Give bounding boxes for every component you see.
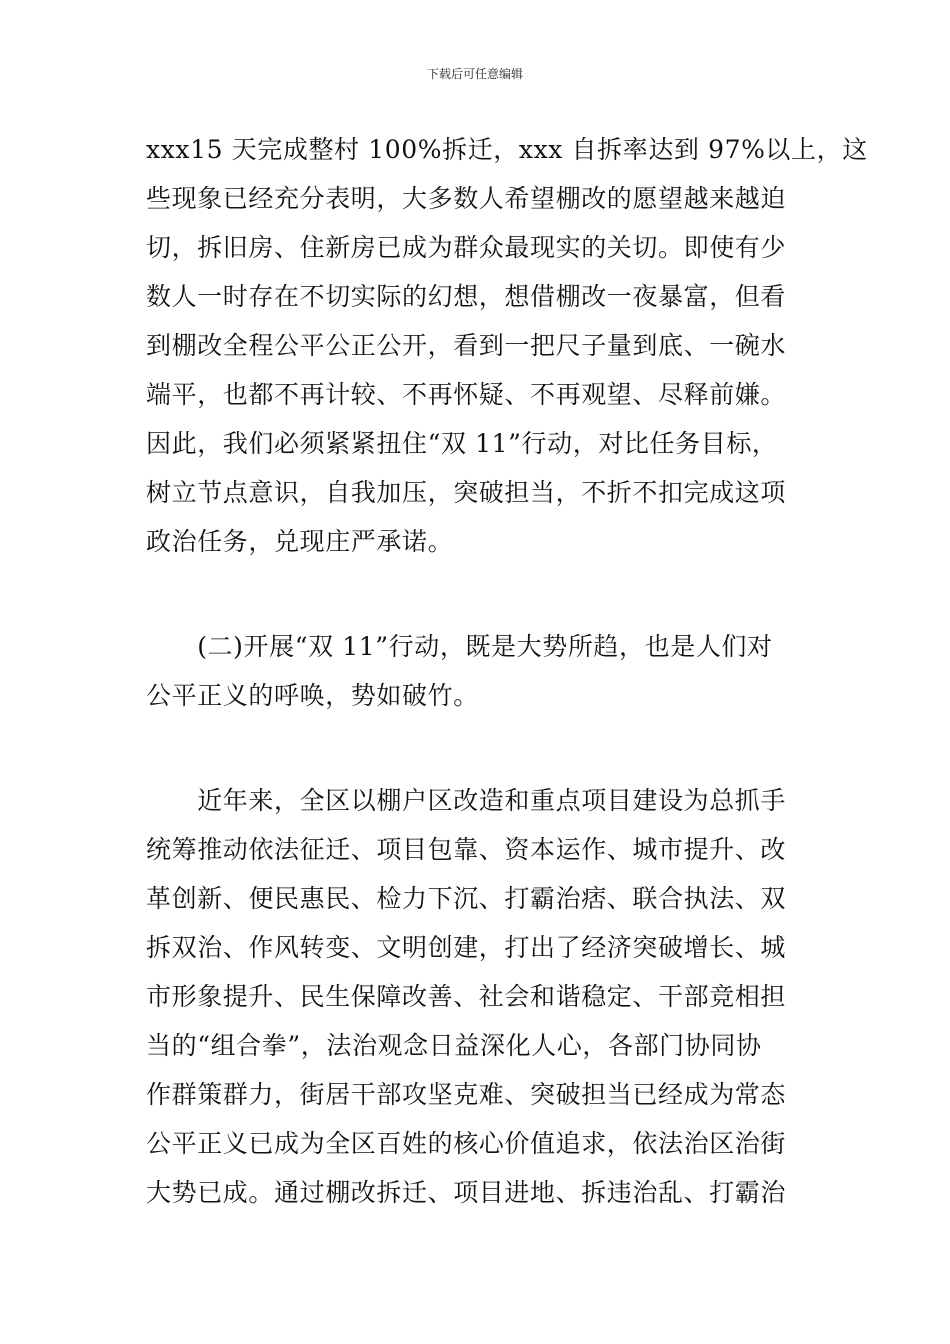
- text-line: 树立节点意识，自我加压，突破担当，不折不扣完成这项: [146, 478, 787, 507]
- text-line: 拆双治、作风转变、文明创建，打出了经济突破增长、城: [146, 933, 787, 962]
- text-line: 切，拆旧房、住新房已成为群众最现实的关切。即使有少: [146, 233, 787, 262]
- text-line: 市形象提升、民生保障改善、社会和谐稳定、干部竞相担: [146, 982, 787, 1011]
- text-line: 作群策群力，街居干部攻坚克难、突破担当已经成为常态: [146, 1080, 787, 1109]
- text-line: 公平正义的呼唤，势如破竹。: [146, 681, 479, 710]
- text-line: (二)开展“双 11”行动，既是大势所趋，也是人们对: [146, 632, 773, 661]
- text-line: 数人一时存在不切实际的幻想，想借棚改一夜暴富，但看: [146, 282, 787, 311]
- text-line: 公平正义已成为全区百姓的核心价值追求，依法治区治街: [146, 1129, 787, 1158]
- page-header: 下载后可任意编辑: [426, 67, 523, 81]
- text-line: 到棚改全程公平公正公开，看到一把尺子量到底、一碗水: [146, 331, 787, 360]
- text-line: 政治任务，兑现庄严承诺。: [146, 527, 454, 556]
- text-line: 端平，也都不再计较、不再怀疑、不再观望、尽释前嫌。: [146, 380, 787, 409]
- text-line: 大势已成。通过棚改拆迁、项目进地、拆违治乱、打霸治: [146, 1178, 787, 1207]
- text-line: 因此，我们必须紧紧扭住“双 11”行动，对比任务目标，: [146, 429, 778, 458]
- text-line: 当的“组合拳”，法治观念日益深化人心，各部门协同协: [146, 1031, 762, 1060]
- text-line: xxx15 天完成整村 100%拆迁，xxx 自拆率达到 97%以上，这: [146, 135, 868, 164]
- text-line: 革创新、便民惠民、检力下沉、打霸治痞、联合执法、双: [146, 884, 787, 913]
- text-line: 近年来，全区以棚户区改造和重点项目建设为总抓手: [146, 786, 787, 815]
- text-line: 些现象已经充分表明，大多数人希望棚改的愿望越来越迫: [146, 184, 787, 213]
- text-line: 统筹推动依法征迁、项目包靠、资本运作、城市提升、改: [146, 835, 787, 864]
